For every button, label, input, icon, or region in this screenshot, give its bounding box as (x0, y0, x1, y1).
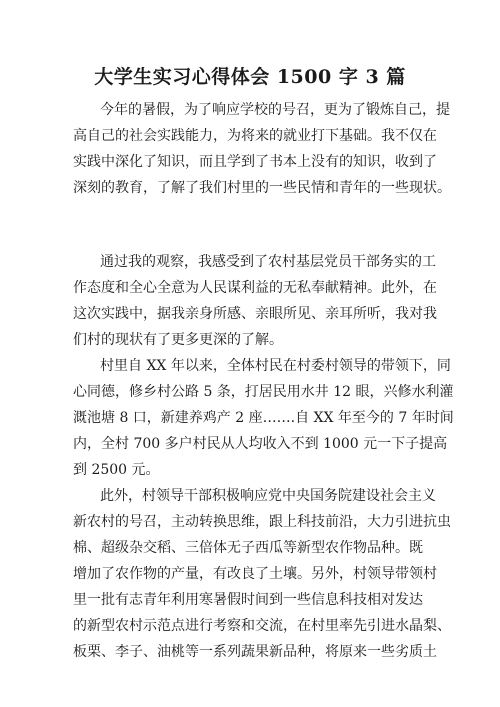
paragraph-3 (73, 353, 454, 483)
paragraph-line: 溉池塘 8 口，新建养鸡产 2 座…….自 XX 年至今的 7 年时间 (73, 410, 454, 426)
paragraph-line: 作态度和全心全意为人民谋利益的无私奉献精神。此外，在 (73, 280, 437, 296)
paragraph-line: 内，全村 700 多户村民从人均收入不到 1000 元一下子提高 (73, 436, 448, 452)
paragraph-line: 心同德，修乡村公路 5 条，打居民用水井 12 眼，兴修水利灌 (73, 384, 454, 400)
paragraph-line: 新农村的号召，主动转换思维，跟上科技前沿，大力引进抗虫 (73, 514, 451, 530)
paragraph-line: 里一批有志青年利用寒暑假时间到一些信息科技相对发达 (73, 592, 423, 608)
paragraph-line: 增加了农作物的产量，有改良了土壤。另外，村领导带领村 (73, 566, 437, 582)
paragraph-line: 深刻的教育，了解了我们村里的一些民情和青年的一些现状。 (73, 180, 451, 196)
paragraph-line: 今年的暑假，为了响应学校的号召，更为了锻炼自己，提 (100, 102, 450, 118)
paragraph-line: 通过我的观察，我感受到了农村基层党员干部务实的工 (100, 254, 436, 270)
document-title: 大学生实习心得体会 1500 字 3 篇 (94, 66, 406, 88)
paragraph-line: 棉、超级杂交稻、三倍体无子西瓜等新型农作物品种。既 (73, 540, 423, 556)
paragraph-line: 板栗、李子、油桃等一系列蔬果新品种，将原来一些劣质土 (73, 644, 437, 660)
paragraph-line: 此外，村领导干部积极响应党中央国务院建设社会主义 (100, 488, 436, 504)
paragraph-line: 到 2500 元。 (73, 462, 160, 478)
paragraph-2 (73, 249, 440, 353)
paragraph-line: 村里自 XX 年以来，全体村民在村委村领导的带领下，同 (100, 358, 451, 374)
paragraph-line: 的新型农村示范点进行考察和交流，在村里率先引进水晶梨、 (73, 618, 451, 634)
paragraph-4 (73, 483, 451, 665)
paragraph-line: 高自己的社会实践能力，为将来的就业打下基础。我不仅在 (73, 128, 437, 144)
paragraph-1 (73, 97, 451, 201)
paragraph-line: 们村的现状有了更多更深的了解。 (73, 332, 283, 348)
paragraph-line: 这次实践中，据我亲身所感、亲眼所见、亲耳所听，我对我 (73, 306, 437, 322)
paragraph-line: 实践中深化了知识，而且学到了书本上没有的知识，收到了 (73, 154, 437, 170)
